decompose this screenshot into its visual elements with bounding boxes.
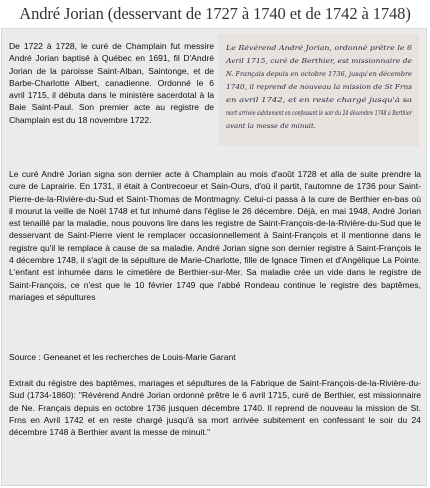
registry-line: mort arrivée subitement en confessant le soir du 24 décembre 1748 à Berthier [226, 110, 413, 117]
content-panel [1, 28, 427, 486]
registry-handwriting-image [218, 34, 419, 146]
source-line: Source : Geneanet et les recherches de Louis-Marie Garant [9, 352, 236, 362]
registry-line: en avril 1742, et en reste chargé jusqu'à sa [226, 97, 413, 104]
intro-paragraph: De 1722 à 1728, le curé de Champlain fut messire André Jorian baptisé à Québec en 1691, fil D'André Jorian de la paroisse Saint-Alban, Saintonge, et de Barbe-Charlotte Albert, canadienne. Ordonné le 6 avril 1715, il débuta dans le ministère sacerdotal à la Baie Saint-Paul. Son premier acte au registre de Champlain est du 18 novembre 1722. [9, 41, 214, 125]
biography-paragraph: Le curé André Jorian signa son dernier acte à Champlain au mois d'août 1728 et alla de suite prendre la cure de Laprairie. En 1731, il était à Contrecoeur et Sain-Ours, d'où il partit, l'automne de 1736 pour Saint-Pierre-de-la-Rivière-du-Sud et Saint-Thomas de Montmagny. Celui-ci passa à la cure de Berthier en-bas où il mourut la veille de Noël 1748 et fut inhumé dans l'église le 26 décembre. Déjà, en mai 1948, André Jorian est tenaillé par la maladie, nous pouvons lire dans les registre de Saint-François-de-la-Rivière-du-Sud que le desservant de Saint-Pierre vient le remplacer occasionnellement à Saint-François et il mentionne dans le registre qu'il le remplace à cause de sa maladie. André Jorian signe son dernier registre à Saint-François le 4 décembre 1748, il s'agit de la sépulture de Marie-Charlotte, fille de Ignace Timen et d'Angélique La Pointe. L'enfant est inhumée dans le cimetière de Berthier-sur-Mer. Sa maladie crée un vide dans le registre de Saint-François, ce n'est que le 10 février 1749 que l'abbé Rondeau continue le registre des baptêmes, mariages et sépultures [9, 169, 421, 302]
registry-line: N. Français depuis en octobre 1736, jusqu'en décembre [224, 71, 413, 78]
registry-extract-paragraph: Extrait du régistre des baptêmes, mariages et sépultures de la Fabrique de Saint-François-de-la-Rivière-du-Sud (1734-1860): "Révérend André Jorian ordonné prêtre le 6 avril 1715, curé de Berthier, est missionnaire de Ne. Français depuis en octobre 1736 jusquen décembre 1740. Il reprend de nouveau la mission de St. Frns en Avril 1742 et en reste chargé jusqu'à sa mort arrivée subitement en confessant le soir du 24 décembre 1748 à Berthier avant la messe de minuit." [9, 378, 421, 438]
registry-line: avant la messe de minuit. [226, 123, 316, 130]
registry-line: Avril 1715, curé de Berthier, est missionnaire de [224, 58, 413, 65]
page-title: André Jorian (desservant de 1727 à 1740 et de 1742 à 1748) [19, 4, 411, 23]
registry-line: Le Révérend André Jorian, ordonné prêtre le 6 [224, 45, 412, 52]
registry-line: 1740, il reprend de nouveau la mission de St Frns [226, 84, 413, 91]
